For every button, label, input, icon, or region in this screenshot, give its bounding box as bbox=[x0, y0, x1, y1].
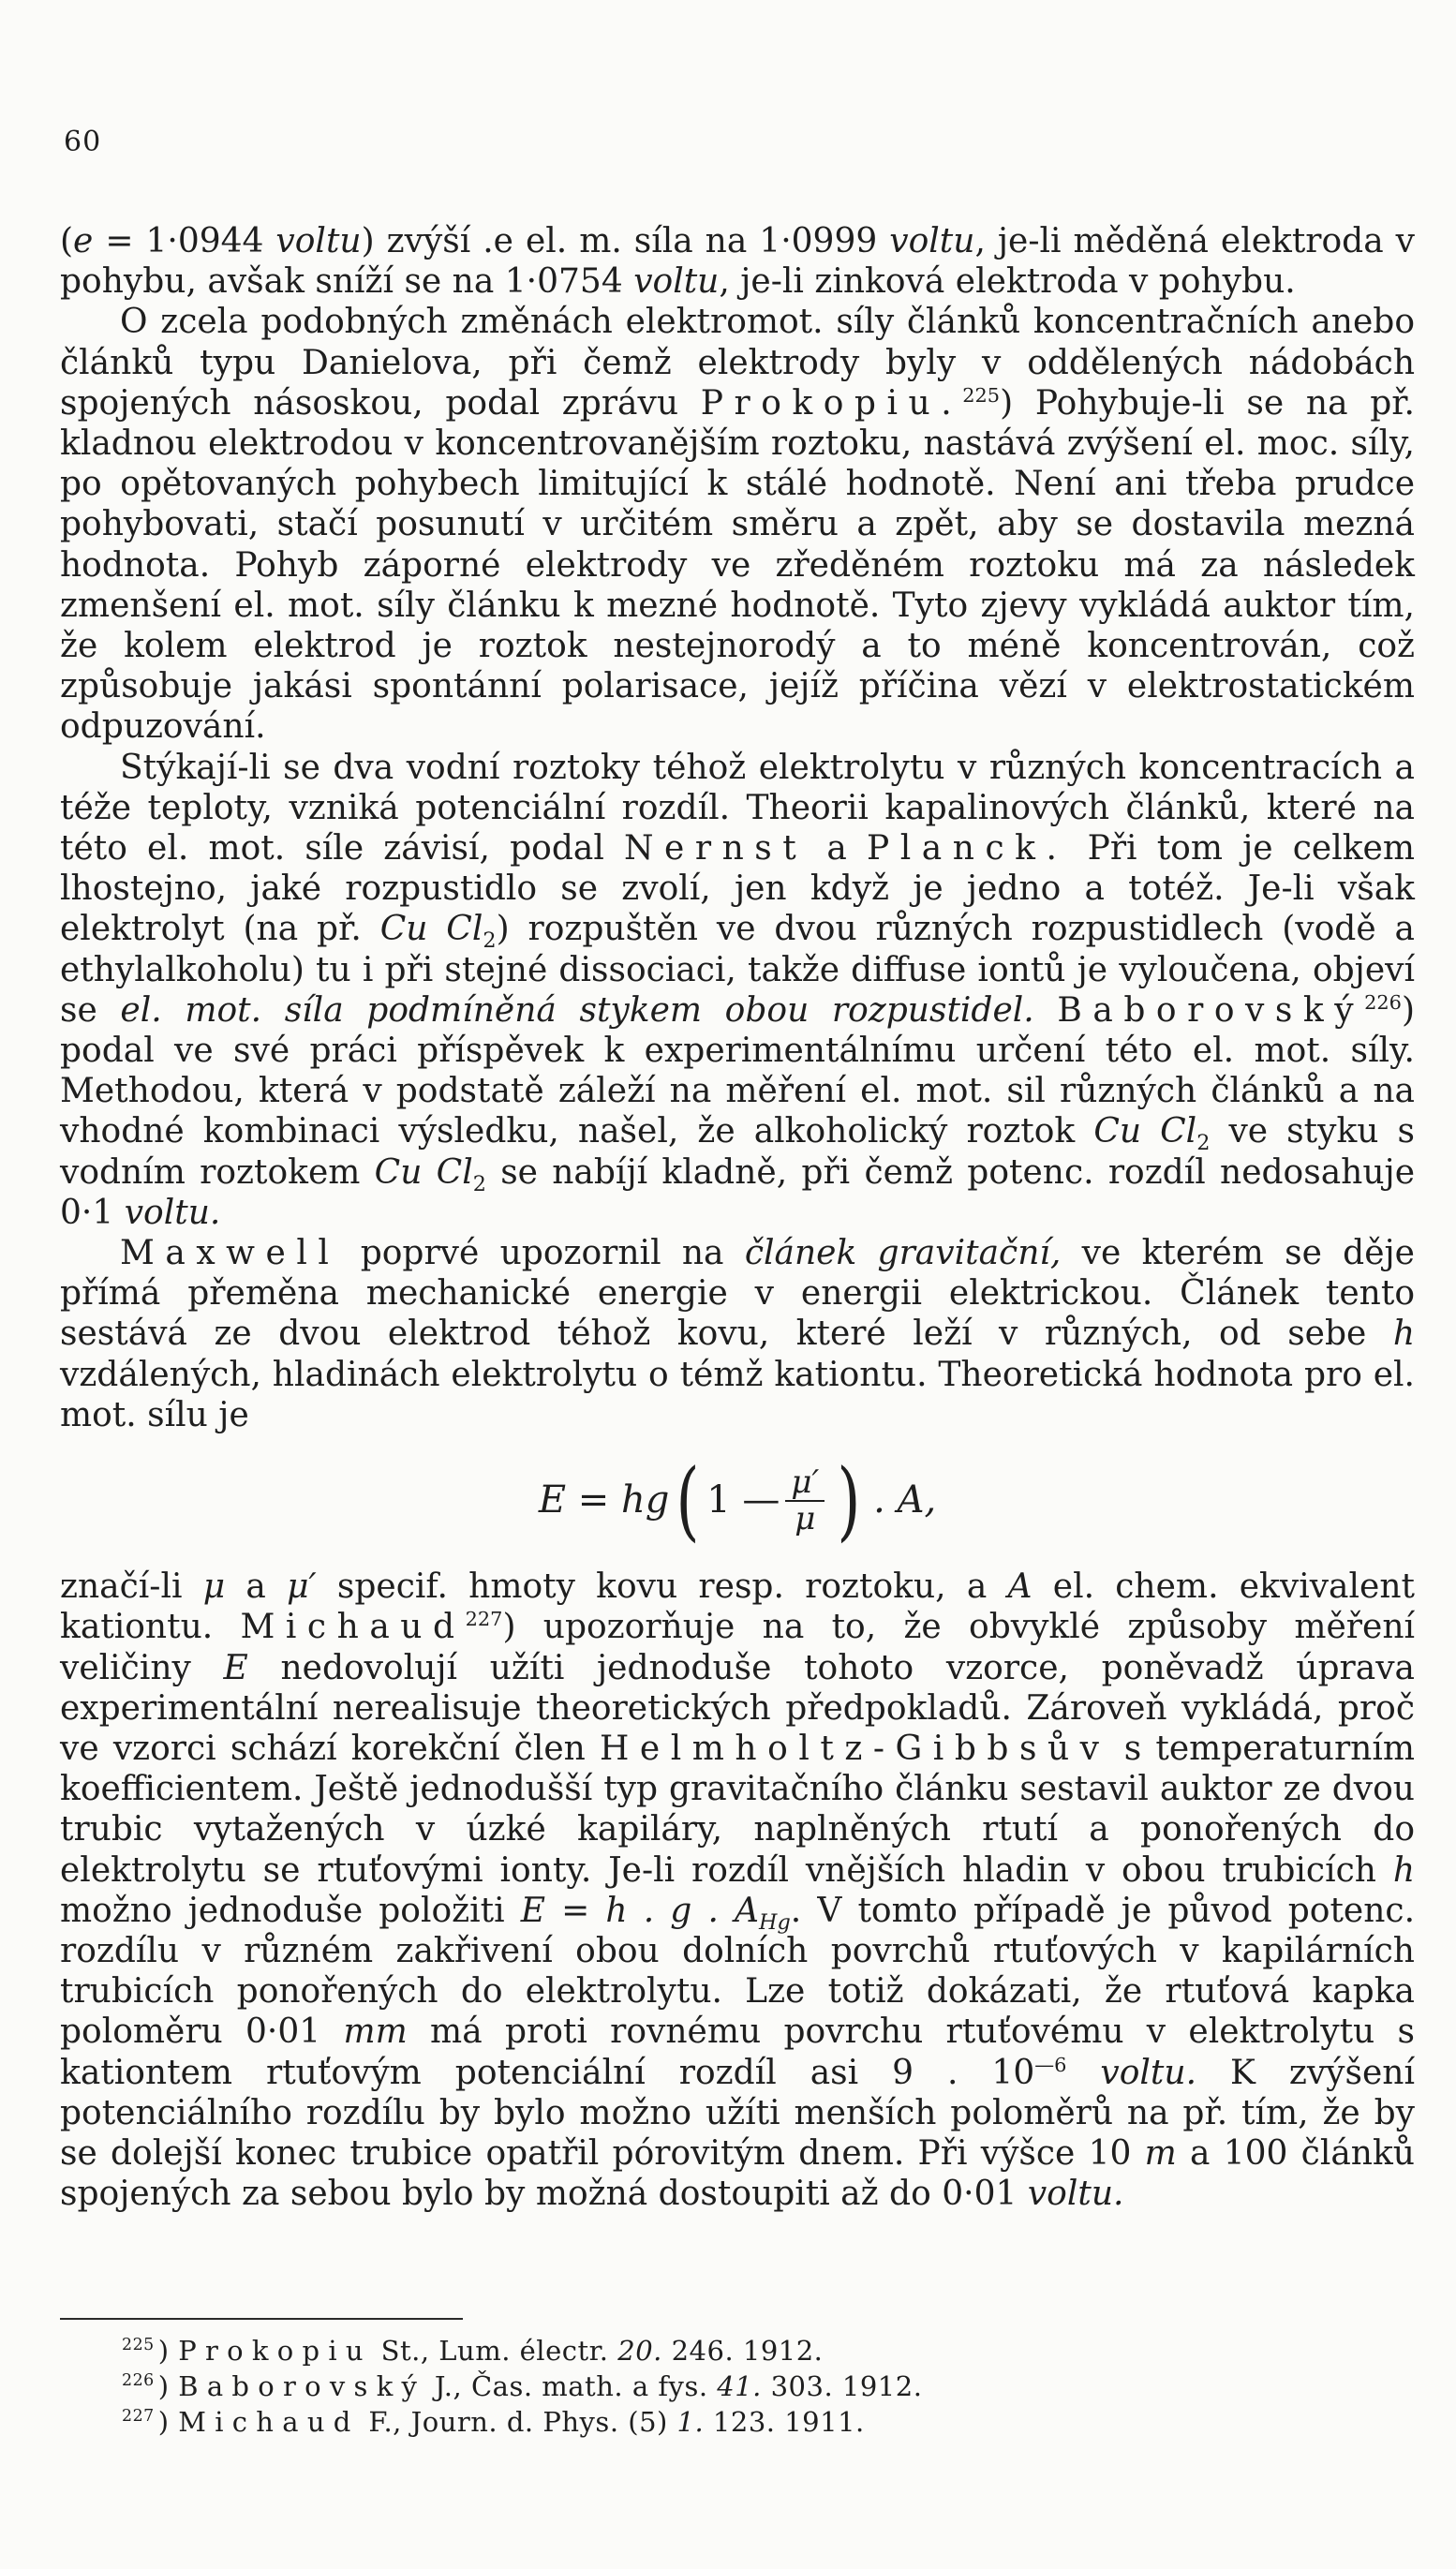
text-run: E = h . g . A bbox=[520, 1891, 760, 1930]
author-name: Helmholtz-Gibbsův bbox=[600, 1729, 1110, 1768]
text-run: St., Lum. électr. bbox=[371, 2335, 618, 2367]
text-run: O zcela podobných změnách elektromot. síly článků koncentračních anebo článků typu Danielova, při čemž elektrody byly v oddělených nádobách spojených násoskou, podal zprávu bbox=[60, 303, 1415, 423]
text-run bbox=[1034, 991, 1058, 1030]
text-run: . V tomto případě je původ potenc. rozdílu v různém zakřivení obou dolních povrchů rtuťových v kapilárních trubicích ponořených do elektrolytu. Lze totiž dokázati, že rtuťová kapka poloměru 0·01 bbox=[60, 1891, 1416, 2052]
text-run: vzdálených, hladinách elektrolytu o témž kationtu. Theoretická hodnota pro el. mot. sílu je bbox=[60, 1355, 1415, 1434]
text-run: 1. bbox=[676, 2406, 705, 2438]
formula-close-paren: ) bbox=[837, 1450, 861, 1552]
footnotes bbox=[122, 2333, 1340, 2440]
author-name: Michaud bbox=[178, 2406, 360, 2438]
text-run: a 100 článků spojených za sebou bylo by možná dostoupiti až do 0·01 bbox=[60, 2133, 1415, 2214]
text-run: ) upozorňuje na to, že obvyklé způsoby měření veličiny bbox=[60, 1608, 1416, 1687]
text-run: J., Čas. math. a fys. bbox=[425, 2370, 718, 2402]
text-run bbox=[1066, 2054, 1100, 2092]
text-run: voltu. bbox=[1027, 2175, 1124, 2214]
text-run: s temperaturním koefficientem. Ještě jednodušší typ gravitačního článku sestavil auktor ze dvou trubic vytažených v úzké kapiláry, naplněných rtutí a ponořených do elektrolytu se rtuťovými ionty. Je-li rozdíl vnějších hladin v obou trubicích bbox=[60, 1729, 1415, 1890]
author-name: Prokopiu. bbox=[700, 383, 963, 423]
text-run: Při tom je celkem lhostejno, jaké rozpustidlo se zvolí, jen když je jedno a totéž. Je-li však elektrolyt (na př. bbox=[60, 829, 1415, 949]
author-name: Baborovský bbox=[178, 2370, 426, 2402]
formula-open-paren: ( bbox=[676, 1450, 700, 1552]
text-run: poprvé upozornil na bbox=[339, 1234, 745, 1273]
body-text bbox=[60, 221, 1415, 2214]
text-run: h bbox=[1392, 1850, 1415, 1890]
gravitational-cell-formula bbox=[60, 1435, 1415, 1567]
author-name: Nernst bbox=[624, 829, 808, 869]
text-run: možno jednoduše položiti bbox=[60, 1891, 521, 1930]
author-name: Planck. bbox=[867, 829, 1068, 869]
text-run: A bbox=[1007, 1567, 1033, 1607]
footnote bbox=[122, 2333, 1340, 2369]
text-run: nedovolují užíti jednoduše tohoto vzorce, poněvadž úprava experimentální nerealisuje theoretických předpokladů. Zároveň vykládá, proč ve vzorci schází korekční člen bbox=[60, 1648, 1415, 1768]
footnote bbox=[122, 2369, 1340, 2404]
footnote-number: 226 bbox=[122, 2371, 155, 2391]
text-run: voltu bbox=[889, 222, 975, 260]
paragraph bbox=[60, 1233, 1415, 1435]
text-run: , je-li měděná elektroda v pohybu, avšak sníží se na 1·0754 bbox=[60, 222, 1416, 302]
formula-one: 1 — bbox=[706, 1478, 780, 1522]
text-run: ) bbox=[157, 2370, 179, 2402]
text-run: mm bbox=[343, 2012, 408, 2052]
author-name: Michaud bbox=[240, 1608, 466, 1647]
text-run: ) podal ve své práci příspěvek k experimentálnímu určení této el. mot. síly. Methodou, která v podstatě záleží na měření el. mot. sil různých článků a na vhodné kombinaci výsledku, našel, že alkoholický roztok bbox=[60, 990, 1415, 1151]
paragraphs-before-formula bbox=[60, 221, 1415, 1435]
subscript: Hg bbox=[759, 1909, 791, 1935]
text-run: 303. 1912. bbox=[761, 2370, 923, 2402]
footnote-number: 225 bbox=[122, 2336, 155, 2355]
paragraph bbox=[60, 221, 1415, 302]
text-run: ) zvýší .e el. m. síla na 1·0999 bbox=[361, 222, 890, 260]
text-run: specif. hmoty kovu resp. roztoku, a bbox=[316, 1567, 1008, 1607]
superscript: 226 bbox=[1364, 990, 1402, 1014]
superscript: —6 bbox=[1034, 2053, 1067, 2076]
text-run: m bbox=[1144, 2133, 1177, 2173]
footnote-number: 227 bbox=[122, 2407, 155, 2427]
author-name: Baborovský bbox=[1057, 990, 1365, 1030]
text-run: = 1·0944 bbox=[93, 222, 276, 260]
text-run: 246. 1912. bbox=[661, 2335, 824, 2367]
text-run: a bbox=[225, 1567, 288, 1607]
text-run: el. mot. síla podmíněná stykem obou rozpustidel. bbox=[120, 990, 1034, 1030]
page-number: 60 bbox=[64, 126, 102, 158]
text-run: ve kterém se děje přímá přeměna mechanické energie v energii elektrickou. Článek tento sestává ze dvou elektrod téhož kovu, které leží v různých, od sebe bbox=[60, 1234, 1415, 1354]
formula-rhs: . A, bbox=[873, 1478, 937, 1522]
text-run: 20. bbox=[617, 2335, 662, 2367]
text-run: ve styku s vodním roztokem bbox=[60, 1112, 1415, 1192]
text-run: Stýkají-li se dva vodní roztoky téhož elektrolytu v různých koncentracích a téže teploty, vzniká potenciální rozdíl. Theorii kapalinových článků, které na této el. mot. síle závisí, podal bbox=[60, 748, 1415, 869]
author-name: Maxwell bbox=[120, 1234, 340, 1273]
text-run: F., Journ. d. Phys. (5) bbox=[359, 2406, 677, 2438]
formula-lhs: E = hg bbox=[538, 1478, 670, 1522]
text-run: voltu. bbox=[1100, 2053, 1197, 2092]
text-run: h bbox=[1392, 1314, 1415, 1354]
text-run: E bbox=[223, 1648, 248, 1687]
text-run: 123. 1911. bbox=[704, 2406, 865, 2438]
subscript: 2 bbox=[472, 1171, 486, 1196]
text-run: voltu bbox=[275, 222, 362, 260]
text-run: článek gravitační, bbox=[744, 1234, 1062, 1273]
text-run: ) bbox=[157, 2406, 179, 2438]
formula-fraction bbox=[785, 1465, 825, 1537]
text-run: , je-li zinková elektroda v pohybu. bbox=[719, 262, 1296, 302]
paragraphs-after-formula bbox=[60, 1567, 1415, 2214]
text-run: Cu Cl bbox=[1093, 1112, 1197, 1151]
footnote-divider bbox=[60, 2318, 463, 2320]
paragraph bbox=[60, 748, 1415, 1233]
superscript: 227 bbox=[465, 1608, 503, 1631]
text-run: μ′ bbox=[287, 1567, 317, 1607]
text-run: 41. bbox=[717, 2370, 762, 2402]
text-run: se nabíjí kladně, při čemž potenc. rozdíl nedosahuje 0·1 bbox=[60, 1152, 1415, 1232]
author-name: Prokopiu bbox=[178, 2335, 372, 2367]
footnote bbox=[122, 2404, 1340, 2440]
text-run: Cu Cl bbox=[379, 910, 483, 949]
text-run: má proti rovnému povrchu rtuťovému v elektrolytu s kationtem rtuťovým potenciální rozdíl asi 9 . 10 bbox=[60, 2012, 1415, 2092]
formula-denominator: μ bbox=[795, 1500, 816, 1538]
text-run: el. chem. ekvivalent kationtu. bbox=[60, 1567, 1415, 1647]
text-run: ) bbox=[157, 2335, 179, 2367]
text-run: ( bbox=[60, 222, 74, 260]
text-run: K zvýšení potenciálního rozdílu by bylo možno užíti menších poloměrů na př. tím, že by se dolejší konec trubice opatřil pórovitým dnem. Při výšce 10 bbox=[60, 2053, 1416, 2173]
formula-numerator: μ′ bbox=[785, 1465, 825, 1502]
superscript: 225 bbox=[962, 383, 1001, 407]
text-run: značí-li bbox=[60, 1567, 203, 1607]
text-run: voltu bbox=[633, 262, 720, 302]
text-run: ) rozpuštěn ve dvou různých rozpustidlech (vodě a ethylalkoholu) tu i při stejné dissociaci, takže diffuse iontů je vyloučena, objeví se bbox=[60, 910, 1415, 1030]
text-run: μ bbox=[202, 1567, 226, 1607]
text-run: voltu. bbox=[124, 1193, 221, 1232]
paragraph bbox=[60, 1567, 1415, 2214]
subscript: 2 bbox=[483, 928, 497, 954]
subscript: 2 bbox=[1196, 1131, 1211, 1156]
text-run: ) Pohybuje-li se na př. kladnou elektrodou v koncentrovanějším roztoku, nastává zvýšení el. moc. síly, po opětovaných pohybech limitující k stálé hodnotě. Není ani třeba prudce pohybovati, stačí posunutí v určitém směru a zpět, aby se dostavila mezná hodnota. Pohyb záporné elektrody ve zředěném roztoku má za následek zmenšení el. mot. síly článku k mezné hodnotě. Tyto zjevy vykládá auktor tím, že kolem elektrod je roztok nestejnorodý a to méně koncentrován, což způsobuje jakási spontánní polarisace, jejíž příčina vězí v elektrostatickém odpuzování. bbox=[60, 383, 1415, 747]
paragraph bbox=[60, 302, 1415, 747]
text-run: e bbox=[73, 222, 94, 260]
text-run: Cu Cl bbox=[374, 1152, 473, 1192]
text-run: a bbox=[807, 829, 868, 869]
